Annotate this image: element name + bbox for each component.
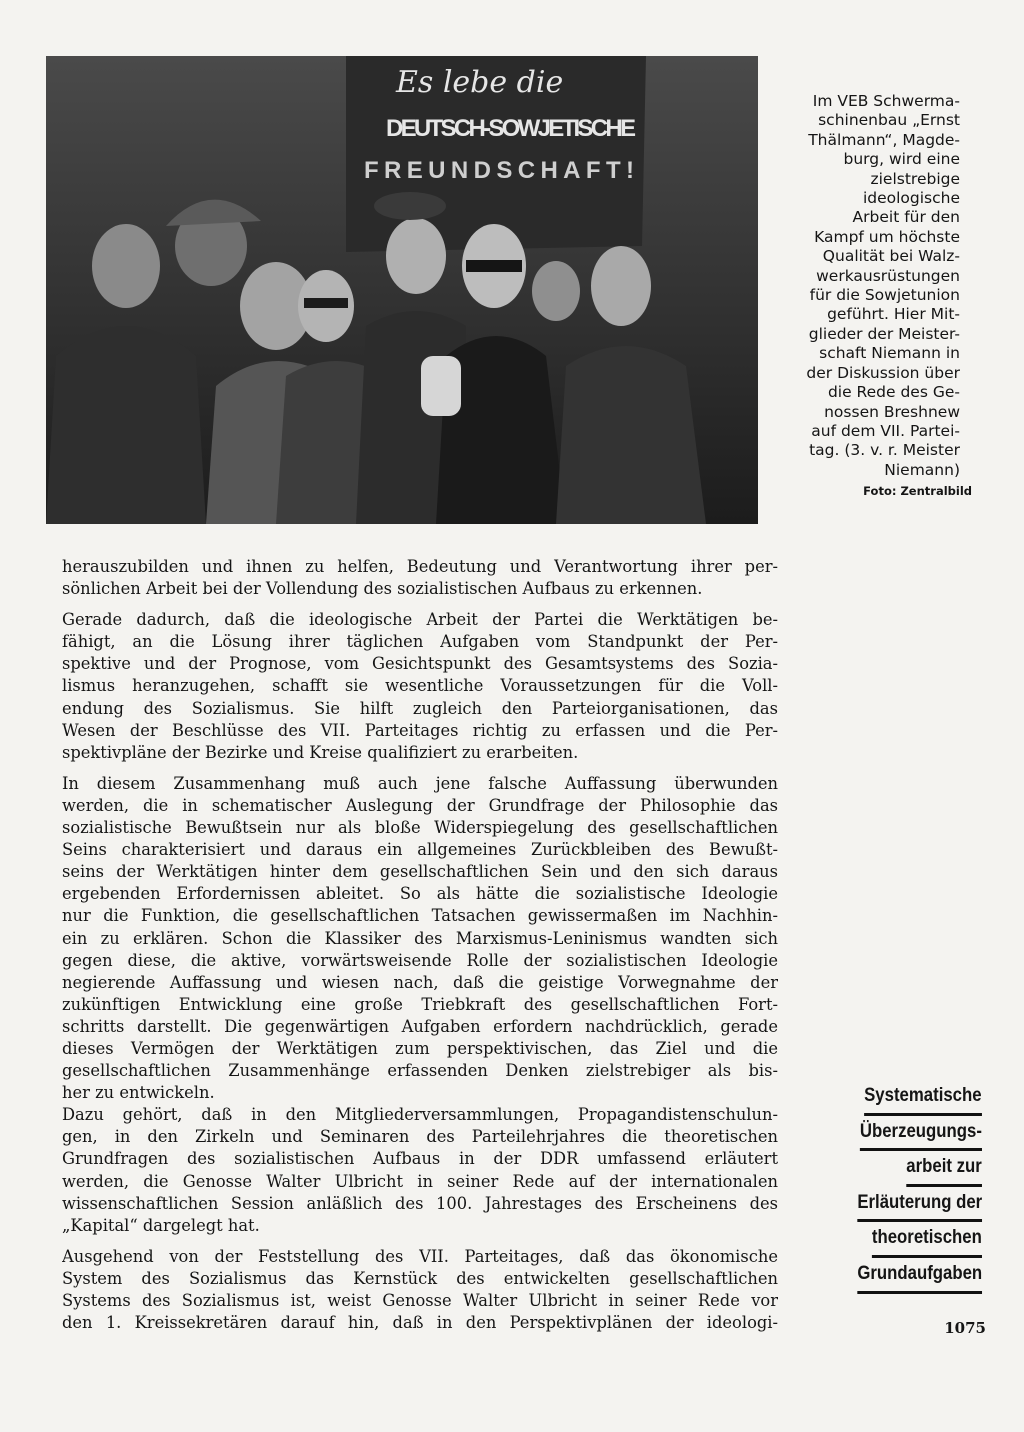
caption-line: die Rede des Ge-: [827, 383, 960, 402]
text-line: schritts darstellt. Die gegenwärtigen Aufgaben erfordern nachdrücklich, gerade: [62, 1016, 778, 1036]
banner-line-2: DEUTSCH-SOWJETISCHE: [386, 115, 636, 142]
caption-line: für die Sowjetunion: [809, 286, 960, 305]
text-line: ein zu erklären. Schon die Klassiker des Marxismus-Leninismus wandten sich: [62, 928, 778, 948]
heading-text: theoretischen: [872, 1222, 982, 1258]
text-line: endung des Sozialismus. Sie hilft zugleich den Parteiorganisationen, das: [62, 698, 778, 718]
banner-line-3: FREUNDSCHAFT!: [364, 157, 634, 184]
paragraph: [62, 1104, 778, 1237]
heading-line: [802, 1080, 982, 1116]
text-line: zukünftigen Entwicklung eine große Triebkraft des gesellschaftlichen Fort-: [62, 994, 778, 1014]
text-line: System des Sozialismus das Kernstück des entwickelten gesellschaftlichen: [62, 1268, 778, 1288]
heading-text: Grundaufgaben: [857, 1258, 982, 1294]
text-line: Seins charakterisiert und daraus ein allgemeines Zurückbleiben des Bewußt-: [62, 840, 778, 860]
heading-text: Überzeugungs-: [860, 1116, 982, 1152]
caption-line: Niemann): [884, 460, 960, 479]
paragraph: [62, 609, 778, 764]
text-line: seins der Werktätigen hinter dem gesellschaftlichen Sein und den sich daraus: [62, 862, 778, 882]
caption-line: glieder der Meister-: [808, 324, 960, 343]
caption-line: schinenbau „Ernst: [818, 111, 960, 130]
photo-caption: [770, 92, 960, 480]
caption-line: Thälmann“, Magde-: [808, 130, 960, 149]
text-line: Ausgehend von der Feststellung des VII. Parteitages, daß das ökonomische: [62, 1246, 778, 1266]
heading-text: Systematische: [865, 1080, 982, 1116]
caption-line: nossen Breshnew: [824, 402, 960, 421]
caption-line: zielstrebige: [870, 169, 960, 188]
text-line: fähigt, an die Lösung ihrer täglichen Aufgaben vom Standpunkt der Per-: [62, 632, 778, 652]
text-line: negierende Auffassung und wiesen nach, daß die geistige Vorwegnahme der: [62, 972, 778, 992]
text-line: spektive und der Prognose, vom Gesichtspunkt des Gesamtsystems des Sozia-: [62, 654, 778, 674]
text-line: Wesen der Beschlüsse des VII. Parteitages richtig zu erfassen und die Per-: [62, 720, 778, 740]
caption-line: Arbeit für den: [852, 208, 960, 227]
caption-line: der Diskussion über: [806, 363, 960, 382]
text-line: spektivpläne der Bezirke und Kreise qualifiziert zu erarbeiten.: [62, 742, 579, 762]
heading-line: [802, 1151, 982, 1187]
caption-line: werkausrüstungen: [816, 266, 960, 285]
text-line: Dazu gehört, daß in den Mitgliederversammlungen, Propagandistenschulun-: [62, 1105, 778, 1125]
text-line: In diesem Zusammenhang muß auch jene falsche Auffassung überwunden: [62, 773, 778, 793]
text-line: gen, in den Zirkeln und Seminaren des Parteilehrjahres die theoretischen: [62, 1127, 778, 1147]
text-line: gesellschaftlichen Zusammenhänge erfassenden Denken zielstrebiger als bis-: [62, 1061, 778, 1081]
heading-line: [802, 1258, 982, 1294]
caption-line: schaft Niemann in: [819, 344, 960, 363]
caption-line: Kampf um höchste: [814, 227, 960, 246]
text-line: den 1. Kreissekretären darauf hin, daß in den Perspektivplänen der ideologi-: [62, 1313, 778, 1333]
heading-text: Erläuterung der: [857, 1187, 982, 1223]
paragraph: [62, 556, 778, 600]
text-line: nur die Funktion, die gesellschaftlichen Tatsachen gewissermaßen im Nachhin-: [62, 906, 778, 926]
text-line: herauszubilden und ihnen zu helfen, Bedeutung und Verantwortung ihrer per-: [62, 557, 778, 576]
text-line: ergebenden Erfordernissen ableitet. So als hätte die sozialistische Ideologie: [62, 884, 778, 904]
paragraph: [62, 773, 778, 1104]
text-line: werden, die Genosse Walter Ulbricht in seiner Rede auf der internationalen: [62, 1171, 778, 1191]
text-line: sönlichen Arbeit bei der Vollendung des sozialistischen Aufbaus zu erkennen.: [62, 579, 703, 599]
text-line: „Kapital“ dargelegt hat.: [62, 1215, 260, 1235]
text-line: lismus heranzugehen, schafft sie wesentliche Voraussetzungen für die Voll-: [62, 676, 778, 696]
heading-line: [802, 1187, 982, 1223]
text-line: wissenschaftlichen Session anläßlich des 100. Jahrestages des Erscheinens des: [62, 1193, 778, 1213]
text-line: Systems des Sozialismus ist, weist Genosse Walter Ulbricht in seiner Rede vor: [62, 1291, 778, 1310]
text-line: Grundfragen des sozialistischen Aufbaus in der DDR umfassend erläutert: [62, 1149, 778, 1169]
caption-line: burg, wird eine: [843, 150, 960, 169]
heading-line: [802, 1116, 982, 1152]
banner-line-1: Es lebe die: [396, 65, 564, 100]
page-number: 1075: [944, 1319, 986, 1337]
text-line: gegen diese, die aktive, vorwärtsweisende Rolle der sozialistischen Ideologie: [62, 950, 778, 970]
text-line: werden, die in schematischer Auslegung der Grundfrage der Philosophie das: [62, 795, 778, 815]
caption-line: geführt. Hier Mit-: [827, 305, 960, 324]
text-line: sozialistische Bewußtsein nur als bloße Widerspiegelung des gesellschaftlichen: [62, 818, 778, 838]
caption-line: ideologische: [862, 189, 960, 208]
margin-heading: [802, 1080, 982, 1294]
photo-illustration: [46, 56, 758, 524]
caption-line: tag. (3. v. r. Meister: [809, 441, 960, 460]
caption-line: auf dem VII. Partei-: [811, 421, 960, 440]
paragraph: [62, 1246, 778, 1334]
text-line: dieses Vermögen der Werktätigen zum perspektivischen, das Ziel und die: [62, 1038, 778, 1058]
text-line: Gerade dadurch, daß die ideologische Arbeit der Partei die Werktätigen be-: [62, 610, 778, 630]
caption-line: Im VEB Schwerma-: [812, 92, 960, 110]
heading-line: [802, 1222, 982, 1258]
photo-workers-discussion: [46, 56, 758, 524]
heading-text: arbeit zur: [907, 1151, 982, 1187]
photo-credit: Foto: Zentralbild: [863, 484, 972, 498]
caption-line: Qualität bei Walz-: [822, 247, 960, 266]
article-body: [62, 556, 778, 1343]
text-line: her zu entwickeln.: [62, 1083, 215, 1103]
